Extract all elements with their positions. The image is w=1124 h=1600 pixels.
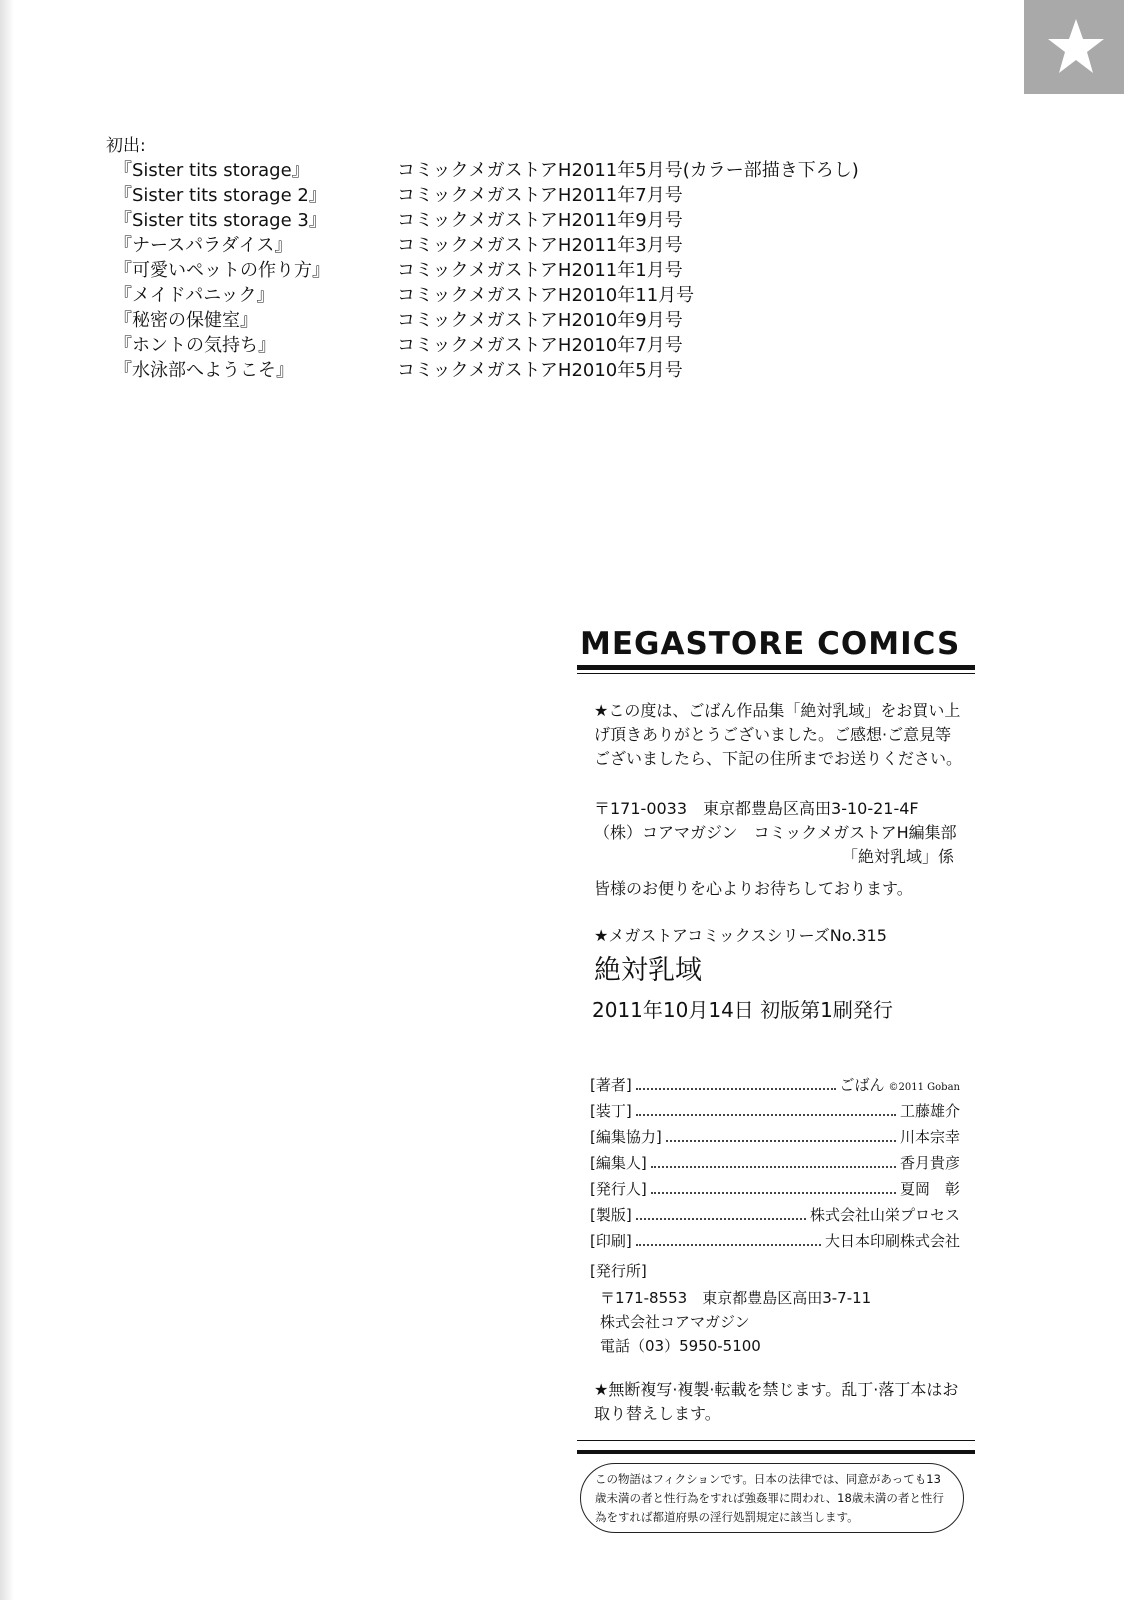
dot-leader <box>651 1166 896 1168</box>
divider <box>577 1440 975 1441</box>
origins-title: 初出: <box>106 136 146 156</box>
divider <box>577 665 975 670</box>
credit-name: 夏岡 彰 <box>899 1180 960 1198</box>
origin-row <box>114 183 914 208</box>
dot-leader <box>651 1192 896 1194</box>
origin-row <box>114 308 914 333</box>
credit-role: [発行人] <box>590 1180 647 1198</box>
credit-row <box>590 1074 960 1100</box>
origin-source: コミックメガストアH2010年7月号 <box>397 335 683 356</box>
origin-row <box>114 333 914 358</box>
brand-logo: MEGASTORE COMICS <box>580 626 961 662</box>
origin-row <box>114 158 914 183</box>
origin-source: コミックメガストアH2010年9月号 <box>397 310 683 331</box>
origin-work: 『Sister tits storage 3』 <box>114 210 327 231</box>
credit-row <box>590 1178 960 1204</box>
publisher-address: 〒171-8553 東京都豊島区高田3-7-11 <box>600 1289 872 1307</box>
origin-source: コミックメガストアH2010年11月号 <box>397 285 695 306</box>
book-title: 絶対乳域 <box>594 955 702 986</box>
page-edge-shadow <box>0 0 14 1600</box>
origin-source: コミックメガストアH2011年7月号 <box>397 185 683 206</box>
origin-row <box>114 258 914 283</box>
origin-row <box>114 208 914 233</box>
origin-work: 『メイドパニック』 <box>114 285 275 306</box>
mail-address-line: 〒171-0033 東京都豊島区高田3-10-21-4F <box>594 799 919 818</box>
credit-role: [印刷] <box>590 1232 632 1250</box>
origin-row <box>114 358 914 383</box>
publisher-label: [発行所] <box>590 1262 647 1280</box>
copyright-mark: ©2011 Goban <box>888 1082 960 1093</box>
origins-list <box>114 158 914 383</box>
dot-leader <box>636 1088 836 1090</box>
origin-work: 『ナースパラダイス』 <box>114 235 293 256</box>
origin-work: 『ホントの気持ち』 <box>114 335 276 356</box>
origin-source: コミックメガストアH2011年3月号 <box>397 235 683 256</box>
star-icon <box>1046 17 1106 77</box>
credit-role: [製版] <box>590 1206 632 1224</box>
credit-row <box>590 1204 960 1230</box>
dot-leader <box>636 1114 896 1116</box>
credit-role: [編集協力] <box>590 1128 662 1146</box>
origin-source: コミックメガストアH2010年5月号 <box>397 360 683 381</box>
publication-date: 2011年10月14日 初版第1刷発行 <box>592 998 893 1022</box>
thanks-message: ★この度は、ごばん作品集「絶対乳域」をお買い上げ頂きありがとうございました。ご感想·ご意見等ございましたら、下記の住所までお送りください。 <box>594 701 963 768</box>
divider <box>577 1450 975 1454</box>
corner-tab <box>1024 0 1124 94</box>
origin-source: コミックメガストアH2011年9月号 <box>397 210 683 231</box>
publisher-phone: 電話（03）5950-5100 <box>600 1337 761 1355</box>
series-number: ★メガストアコミックスシリーズNo.315 <box>594 926 887 945</box>
credit-name: 大日本印刷株式会社 <box>824 1232 960 1250</box>
credit-role: [著者] <box>590 1076 632 1094</box>
mail-address-line: 「絶対乳域」係 <box>841 847 954 866</box>
mail-address-line: （株）コアマガジン コミックメガストアH編集部 <box>594 823 957 842</box>
origin-work: 『Sister tits storage』 <box>114 160 310 181</box>
credits-list <box>590 1074 960 1256</box>
credit-role: [装丁] <box>590 1102 632 1120</box>
credit-name: 工藤雄介 <box>899 1102 960 1120</box>
credit-row <box>590 1126 960 1152</box>
dot-leader <box>636 1244 821 1246</box>
fiction-notice: この物語はフィクションです。日本の法律では、同意があっても13歳未満の者と性行為をすれば強姦罪に問われ、18歳未満の者と性行為をすれば都道府県の淫行処罰規定に該当します。 <box>580 1463 964 1533</box>
credit-name: ごばん <box>839 1076 885 1094</box>
origin-row <box>114 233 914 258</box>
await-message: 皆様のお便りを心よりお待ちしております。 <box>594 879 913 898</box>
dot-leader <box>666 1140 896 1142</box>
origin-work: 『Sister tits storage 2』 <box>114 185 327 206</box>
credit-row <box>590 1230 960 1256</box>
origin-work: 『秘密の保健室』 <box>114 310 258 331</box>
credit-row <box>590 1152 960 1178</box>
credit-row <box>590 1100 960 1126</box>
origin-work: 『可愛いペットの作り方』 <box>114 260 330 281</box>
origin-source: コミックメガストアH2011年5月号(カラー部描き下ろし) <box>397 160 859 181</box>
credit-role: [編集人] <box>590 1154 647 1172</box>
dot-leader <box>636 1218 806 1220</box>
origin-row <box>114 283 914 308</box>
credit-name: 株式会社山栄プロセス <box>809 1206 960 1224</box>
origin-source: コミックメガストアH2011年1月号 <box>397 260 683 281</box>
credit-name: 川本宗幸 <box>899 1128 960 1146</box>
divider <box>577 673 975 674</box>
origin-work: 『水泳部へようこそ』 <box>114 360 294 381</box>
credit-name: 香月貴彦 <box>899 1154 960 1172</box>
copy-prohibition-notice: ★無断複写·複製·転載を禁じます。乱丁·落丁本はお取り替えします。 <box>594 1380 959 1423</box>
publisher-name: 株式会社コアマガジン <box>600 1313 750 1331</box>
